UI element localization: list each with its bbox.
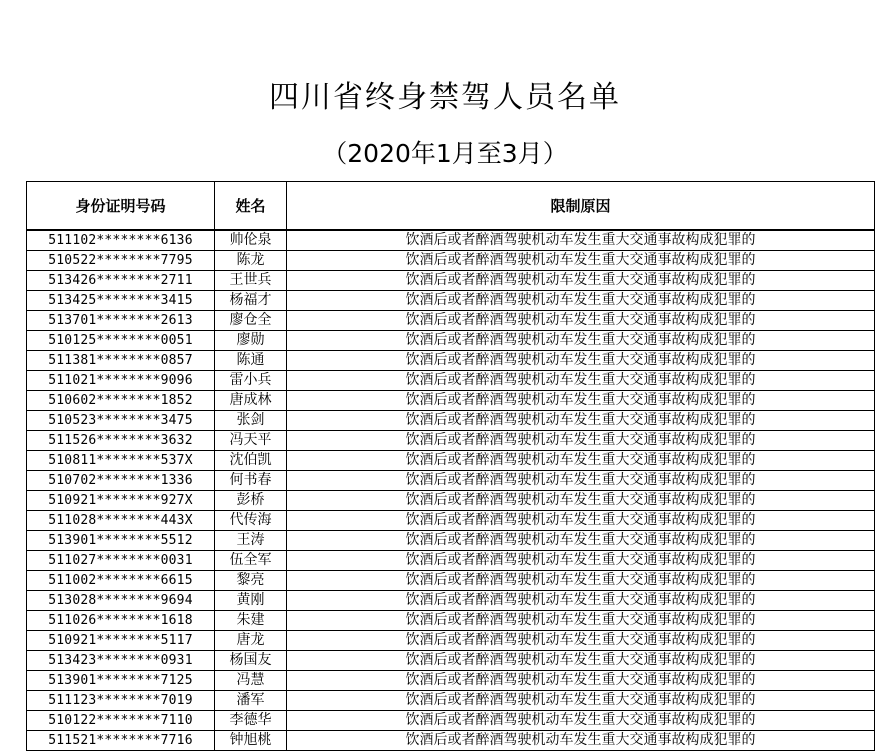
id-cell: 510522********7795	[27, 251, 215, 271]
name-cell: 张剑	[215, 411, 287, 431]
table-row	[27, 230, 875, 251]
id-cell: 513423********0931	[27, 651, 215, 671]
column-header-reason: 限制原因	[287, 182, 875, 231]
name-cell: 代传海	[215, 511, 287, 531]
table-row	[27, 431, 875, 451]
table-row	[27, 491, 875, 511]
id-cell: 511381********0857	[27, 351, 215, 371]
id-cell: 511027********0031	[27, 551, 215, 571]
table-row	[27, 631, 875, 651]
reason-cell: 饮酒后或者醉酒驾驶机动车发生重大交通事故构成犯罪的	[287, 351, 875, 371]
name-cell: 冯慧	[215, 671, 287, 691]
reason-cell: 饮酒后或者醉酒驾驶机动车发生重大交通事故构成犯罪的	[287, 731, 875, 751]
id-cell: 511102********6136	[27, 230, 215, 251]
id-cell: 513425********3415	[27, 291, 215, 311]
reason-cell: 饮酒后或者醉酒驾驶机动车发生重大交通事故构成犯罪的	[287, 331, 875, 351]
reason-cell: 饮酒后或者醉酒驾驶机动车发生重大交通事故构成犯罪的	[287, 591, 875, 611]
reason-cell: 饮酒后或者醉酒驾驶机动车发生重大交通事故构成犯罪的	[287, 271, 875, 291]
id-cell: 511028********443X	[27, 511, 215, 531]
name-cell: 何书春	[215, 471, 287, 491]
reason-cell: 饮酒后或者醉酒驾驶机动车发生重大交通事故构成犯罪的	[287, 631, 875, 651]
table-row	[27, 251, 875, 271]
name-cell: 帅伦泉	[215, 230, 287, 251]
reason-cell: 饮酒后或者醉酒驾驶机动车发生重大交通事故构成犯罪的	[287, 431, 875, 451]
table-row	[27, 711, 875, 731]
reason-cell: 饮酒后或者醉酒驾驶机动车发生重大交通事故构成犯罪的	[287, 411, 875, 431]
reason-cell: 饮酒后或者醉酒驾驶机动车发生重大交通事故构成犯罪的	[287, 451, 875, 471]
id-cell: 513426********2711	[27, 271, 215, 291]
table-row	[27, 451, 875, 471]
reason-cell: 饮酒后或者醉酒驾驶机动车发生重大交通事故构成犯罪的	[287, 571, 875, 591]
table-row	[27, 391, 875, 411]
name-cell: 伍全军	[215, 551, 287, 571]
reason-cell: 饮酒后或者醉酒驾驶机动车发生重大交通事故构成犯罪的	[287, 671, 875, 691]
id-cell: 510602********1852	[27, 391, 215, 411]
reason-cell: 饮酒后或者醉酒驾驶机动车发生重大交通事故构成犯罪的	[287, 311, 875, 331]
name-cell: 沈伯凯	[215, 451, 287, 471]
id-cell: 513901********7125	[27, 671, 215, 691]
id-cell: 510921********5117	[27, 631, 215, 651]
table-row	[27, 691, 875, 711]
name-cell: 朱建	[215, 611, 287, 631]
id-cell: 511021********9096	[27, 371, 215, 391]
table-row	[27, 591, 875, 611]
reason-cell: 饮酒后或者醉酒驾驶机动车发生重大交通事故构成犯罪的	[287, 651, 875, 671]
name-cell: 王世兵	[215, 271, 287, 291]
table-row	[27, 611, 875, 631]
id-cell: 513701********2613	[27, 311, 215, 331]
name-cell: 杨国友	[215, 651, 287, 671]
name-cell: 雷小兵	[215, 371, 287, 391]
id-cell: 513028********9694	[27, 591, 215, 611]
table-row	[27, 291, 875, 311]
table-row	[27, 331, 875, 351]
name-cell: 唐成林	[215, 391, 287, 411]
table-row	[27, 671, 875, 691]
id-cell: 510921********927X	[27, 491, 215, 511]
id-cell: 510125********0051	[27, 331, 215, 351]
reason-cell: 饮酒后或者醉酒驾驶机动车发生重大交通事故构成犯罪的	[287, 611, 875, 631]
name-cell: 潘军	[215, 691, 287, 711]
name-cell: 黎亮	[215, 571, 287, 591]
name-cell: 陈通	[215, 351, 287, 371]
name-cell: 杨福才	[215, 291, 287, 311]
name-cell: 陈龙	[215, 251, 287, 271]
id-cell: 510523********3475	[27, 411, 215, 431]
id-cell: 511526********3632	[27, 431, 215, 451]
id-cell: 510702********1336	[27, 471, 215, 491]
table-row	[27, 351, 875, 371]
table-row	[27, 571, 875, 591]
reason-cell: 饮酒后或者醉酒驾驶机动车发生重大交通事故构成犯罪的	[287, 531, 875, 551]
table-row	[27, 551, 875, 571]
column-header-id: 身份证明号码	[27, 182, 215, 231]
name-cell: 黄刚	[215, 591, 287, 611]
id-cell: 511026********1618	[27, 611, 215, 631]
name-cell: 钟旭桃	[215, 731, 287, 751]
document-subtitle: （2020年1月至3月）	[322, 139, 568, 168]
reason-cell: 饮酒后或者醉酒驾驶机动车发生重大交通事故构成犯罪的	[287, 291, 875, 311]
id-cell: 511123********7019	[27, 691, 215, 711]
id-cell: 511002********6615	[27, 571, 215, 591]
table-row	[27, 311, 875, 331]
reason-cell: 饮酒后或者醉酒驾驶机动车发生重大交通事故构成犯罪的	[287, 251, 875, 271]
id-cell: 510122********7110	[27, 711, 215, 731]
table-row	[27, 731, 875, 751]
reason-cell: 饮酒后或者醉酒驾驶机动车发生重大交通事故构成犯罪的	[287, 511, 875, 531]
name-cell: 廖仓全	[215, 311, 287, 331]
table-header-row	[27, 182, 875, 231]
id-cell: 513901********5512	[27, 531, 215, 551]
column-header-name: 姓名	[215, 182, 287, 231]
table-row	[27, 651, 875, 671]
reason-cell: 饮酒后或者醉酒驾驶机动车发生重大交通事故构成犯罪的	[287, 371, 875, 391]
reason-cell: 饮酒后或者醉酒驾驶机动车发生重大交通事故构成犯罪的	[287, 711, 875, 731]
table-row	[27, 511, 875, 531]
reason-cell: 饮酒后或者醉酒驾驶机动车发生重大交通事故构成犯罪的	[287, 491, 875, 511]
table-row	[27, 471, 875, 491]
name-cell: 彭桥	[215, 491, 287, 511]
driving-ban-table	[26, 181, 875, 751]
reason-cell: 饮酒后或者醉酒驾驶机动车发生重大交通事故构成犯罪的	[287, 471, 875, 491]
reason-cell: 饮酒后或者醉酒驾驶机动车发生重大交通事故构成犯罪的	[287, 551, 875, 571]
table-row	[27, 531, 875, 551]
id-cell: 511521********7716	[27, 731, 215, 751]
name-cell: 唐龙	[215, 631, 287, 651]
name-cell: 李德华	[215, 711, 287, 731]
reason-cell: 饮酒后或者醉酒驾驶机动车发生重大交通事故构成犯罪的	[287, 391, 875, 411]
document-title: 四川省终身禁驾人员名单	[269, 80, 621, 115]
id-cell: 510811********537X	[27, 451, 215, 471]
name-cell: 廖勋	[215, 331, 287, 351]
table-row	[27, 271, 875, 291]
name-cell: 冯天平	[215, 431, 287, 451]
reason-cell: 饮酒后或者醉酒驾驶机动车发生重大交通事故构成犯罪的	[287, 691, 875, 711]
table-row	[27, 371, 875, 391]
table-body	[27, 230, 875, 751]
name-cell: 王涛	[215, 531, 287, 551]
table-row	[27, 411, 875, 431]
reason-cell: 饮酒后或者醉酒驾驶机动车发生重大交通事故构成犯罪的	[287, 230, 875, 251]
